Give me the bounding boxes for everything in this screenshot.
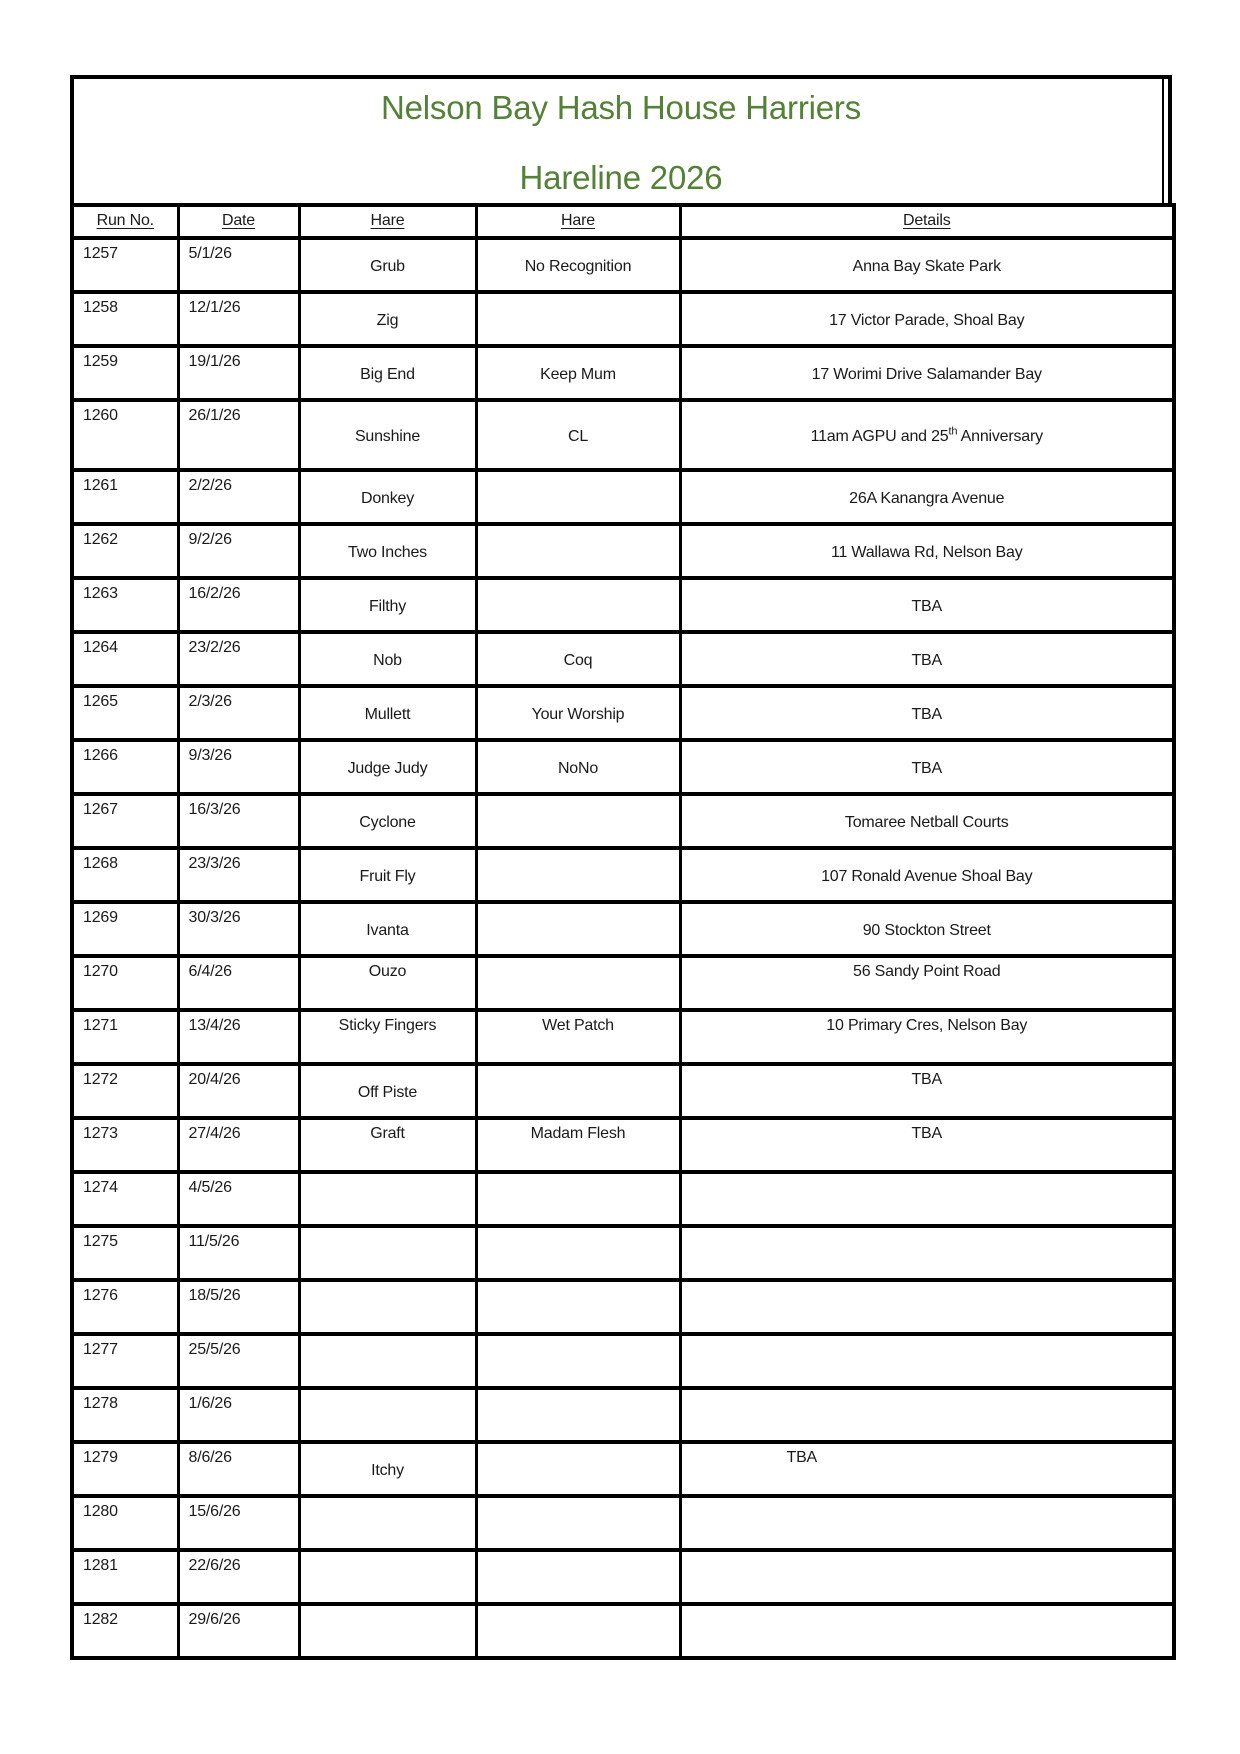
details-cell: TBA [680, 632, 1174, 686]
table-row [72, 1334, 1174, 1388]
run-no-cell: 1266 [72, 740, 178, 794]
hare-2-cell [476, 848, 680, 902]
run-no-cell: 1258 [72, 292, 178, 346]
run-no-cell: 1276 [72, 1280, 178, 1334]
header-date: Date [178, 205, 299, 238]
hare-2-cell [476, 1442, 680, 1496]
table-row [72, 902, 1174, 956]
details-cell: TBA [680, 1064, 1174, 1118]
table-row [72, 238, 1174, 292]
run-no-cell: 1278 [72, 1388, 178, 1442]
table-row [72, 794, 1174, 848]
table-row [72, 470, 1174, 524]
details-cell [680, 1604, 1174, 1658]
date-cell: 23/2/26 [178, 632, 299, 686]
run-no-cell: 1270 [72, 956, 178, 1010]
run-no-cell: 1279 [72, 1442, 178, 1496]
hare-2-cell [476, 524, 680, 578]
date-cell: 11/5/26 [178, 1226, 299, 1280]
table-row [72, 1226, 1174, 1280]
hare-2-cell [476, 1550, 680, 1604]
hareline-table [70, 203, 1176, 1660]
hare-1-cell: Sticky Fingers [299, 1010, 476, 1064]
date-cell: 29/6/26 [178, 1604, 299, 1658]
details-cell: 107 Ronald Avenue Shoal Bay [680, 848, 1174, 902]
hare-2-cell [476, 1172, 680, 1226]
table-row [72, 1496, 1174, 1550]
date-cell: 2/2/26 [178, 470, 299, 524]
title-box-inner-border-line [1162, 79, 1164, 203]
details-cell: 11 Wallawa Rd, Nelson Bay [680, 524, 1174, 578]
details-cell: TBA [680, 686, 1174, 740]
hare-2-cell [476, 956, 680, 1010]
hare-1-cell: Big End [299, 346, 476, 400]
hare-1-cell [299, 1280, 476, 1334]
details-cell: 10 Primary Cres, Nelson Bay [680, 1010, 1174, 1064]
date-cell: 27/4/26 [178, 1118, 299, 1172]
header-row [72, 205, 1174, 238]
page-title: Nelson Bay Hash House Harriers [380, 89, 862, 126]
hare-1-cell [299, 1604, 476, 1658]
date-cell: 9/2/26 [178, 524, 299, 578]
run-no-cell: 1274 [72, 1172, 178, 1226]
table-row [72, 632, 1174, 686]
hare-1-cell [299, 1172, 476, 1226]
date-cell: 19/1/26 [178, 346, 299, 400]
hare-1-cell: Two Inches [299, 524, 476, 578]
header-details: Details [680, 205, 1174, 238]
date-cell: 13/4/26 [178, 1010, 299, 1064]
run-no-cell: 1277 [72, 1334, 178, 1388]
run-no-cell: 1261 [72, 470, 178, 524]
table-row [72, 1604, 1174, 1658]
details-cell [680, 1496, 1174, 1550]
table-row [72, 524, 1174, 578]
date-cell: 30/3/26 [178, 902, 299, 956]
hare-1-cell: Judge Judy [299, 740, 476, 794]
date-cell: 6/4/26 [178, 956, 299, 1010]
hare-2-cell: CL [476, 400, 680, 470]
run-no-cell: 1265 [72, 686, 178, 740]
run-no-cell: 1263 [72, 578, 178, 632]
hareline-body [72, 238, 1174, 1658]
run-no-cell: 1262 [72, 524, 178, 578]
hare-2-cell: NoNo [476, 740, 680, 794]
details-cell [680, 1388, 1174, 1442]
hare-2-cell [476, 1226, 680, 1280]
hare-1-cell [299, 1388, 476, 1442]
hare-1-cell: Off Piste [299, 1064, 476, 1118]
date-cell: 9/3/26 [178, 740, 299, 794]
date-cell: 4/5/26 [178, 1172, 299, 1226]
table-row [72, 400, 1174, 470]
table-row [72, 1280, 1174, 1334]
run-no-cell: 1280 [72, 1496, 178, 1550]
hare-2-cell [476, 292, 680, 346]
header-hare-2: Hare [476, 205, 680, 238]
details-cell [680, 1280, 1174, 1334]
run-no-cell: 1267 [72, 794, 178, 848]
hareline-header [72, 205, 1174, 238]
hare-2-cell [476, 1496, 680, 1550]
date-cell: 26/1/26 [178, 400, 299, 470]
hare-1-cell: Zig [299, 292, 476, 346]
run-no-cell: 1268 [72, 848, 178, 902]
hare-1-cell: Donkey [299, 470, 476, 524]
details-cell: Anna Bay Skate Park [680, 238, 1174, 292]
hare-2-cell [476, 794, 680, 848]
details-text: 11am AGPU and 25 [810, 428, 949, 445]
details-cell [680, 1550, 1174, 1604]
page-subtitle: Hareline 2026 [519, 159, 723, 196]
run-no-cell: 1271 [72, 1010, 178, 1064]
run-no-cell: 1273 [72, 1118, 178, 1172]
run-no-cell: 1281 [72, 1550, 178, 1604]
hare-1-cell [299, 1550, 476, 1604]
details-cell: 26A Kanangra Avenue [680, 470, 1174, 524]
hare-2-cell [476, 902, 680, 956]
run-no-cell: 1264 [72, 632, 178, 686]
table-row [72, 346, 1174, 400]
details-cell: TBA [680, 1118, 1174, 1172]
hare-2-cell: Keep Mum [476, 346, 680, 400]
date-cell: 18/5/26 [178, 1280, 299, 1334]
hare-2-cell [476, 1604, 680, 1658]
hare-1-cell: Grub [299, 238, 476, 292]
hare-1-cell: Fruit Fly [299, 848, 476, 902]
hare-1-cell: Sunshine [299, 400, 476, 470]
run-no-cell: 1257 [72, 238, 178, 292]
details-cell [680, 1226, 1174, 1280]
date-cell: 5/1/26 [178, 238, 299, 292]
table-row [72, 686, 1174, 740]
hare-1-cell: Itchy [299, 1442, 476, 1496]
date-cell: 22/6/26 [178, 1550, 299, 1604]
run-no-cell: 1269 [72, 902, 178, 956]
table-row [72, 956, 1174, 1010]
hare-1-cell: Mullett [299, 686, 476, 740]
date-cell: 16/3/26 [178, 794, 299, 848]
date-cell: 25/5/26 [178, 1334, 299, 1388]
hare-2-cell: Madam Flesh [476, 1118, 680, 1172]
details-cell: TBA [680, 1442, 1174, 1496]
hare-1-cell: Ouzo [299, 956, 476, 1010]
hare-2-cell: No Recognition [476, 238, 680, 292]
details-cell: 56 Sandy Point Road [680, 956, 1174, 1010]
hare-2-cell [476, 470, 680, 524]
details-cell: 17 Victor Parade, Shoal Bay [680, 292, 1174, 346]
table-row [72, 1118, 1174, 1172]
details-cell: Tomaree Netball Courts [680, 794, 1174, 848]
header-run-no: Run No. [72, 205, 178, 238]
run-no-cell: 1272 [72, 1064, 178, 1118]
table-row [72, 848, 1174, 902]
hare-1-cell [299, 1334, 476, 1388]
details-cell: TBA [680, 578, 1174, 632]
details-cell: 17 Worimi Drive Salamander Bay [680, 346, 1174, 400]
hare-1-cell: Ivanta [299, 902, 476, 956]
title-box [70, 75, 1172, 203]
hare-1-cell: Filthy [299, 578, 476, 632]
hare-2-cell [476, 1064, 680, 1118]
details-cell: TBA [680, 740, 1174, 794]
details-cell [680, 400, 1174, 470]
table-row [72, 1442, 1174, 1496]
hare-1-cell: Cyclone [299, 794, 476, 848]
hare-2-cell: Coq [476, 632, 680, 686]
hare-2-cell [476, 578, 680, 632]
details-text: Anniversary [957, 428, 1043, 445]
date-cell: 8/6/26 [178, 1442, 299, 1496]
run-no-cell: 1260 [72, 400, 178, 470]
hare-1-cell: Graft [299, 1118, 476, 1172]
table-row [72, 1064, 1174, 1118]
header-hare-1: Hare [299, 205, 476, 238]
table-row [72, 578, 1174, 632]
hare-2-cell: Wet Patch [476, 1010, 680, 1064]
hare-1-cell [299, 1226, 476, 1280]
run-no-cell: 1259 [72, 346, 178, 400]
date-cell: 1/6/26 [178, 1388, 299, 1442]
table-row [72, 740, 1174, 794]
details-cell: 90 Stockton Street [680, 902, 1174, 956]
date-cell: 12/1/26 [178, 292, 299, 346]
table-row [72, 1010, 1174, 1064]
details-cell [680, 1334, 1174, 1388]
hare-1-cell [299, 1496, 476, 1550]
table-row [72, 1172, 1174, 1226]
run-no-cell: 1282 [72, 1604, 178, 1658]
date-cell: 20/4/26 [178, 1064, 299, 1118]
hare-2-cell [476, 1388, 680, 1442]
hare-2-cell [476, 1334, 680, 1388]
table-row [72, 1550, 1174, 1604]
hare-2-cell: Your Worship [476, 686, 680, 740]
date-cell: 15/6/26 [178, 1496, 299, 1550]
date-cell: 2/3/26 [178, 686, 299, 740]
hare-1-cell: Nob [299, 632, 476, 686]
table-row [72, 292, 1174, 346]
date-cell: 23/3/26 [178, 848, 299, 902]
details-cell [680, 1172, 1174, 1226]
table-row [72, 1388, 1174, 1442]
run-no-cell: 1275 [72, 1226, 178, 1280]
ordinal-superscript: th [948, 425, 958, 438]
date-cell: 16/2/26 [178, 578, 299, 632]
hare-2-cell [476, 1280, 680, 1334]
